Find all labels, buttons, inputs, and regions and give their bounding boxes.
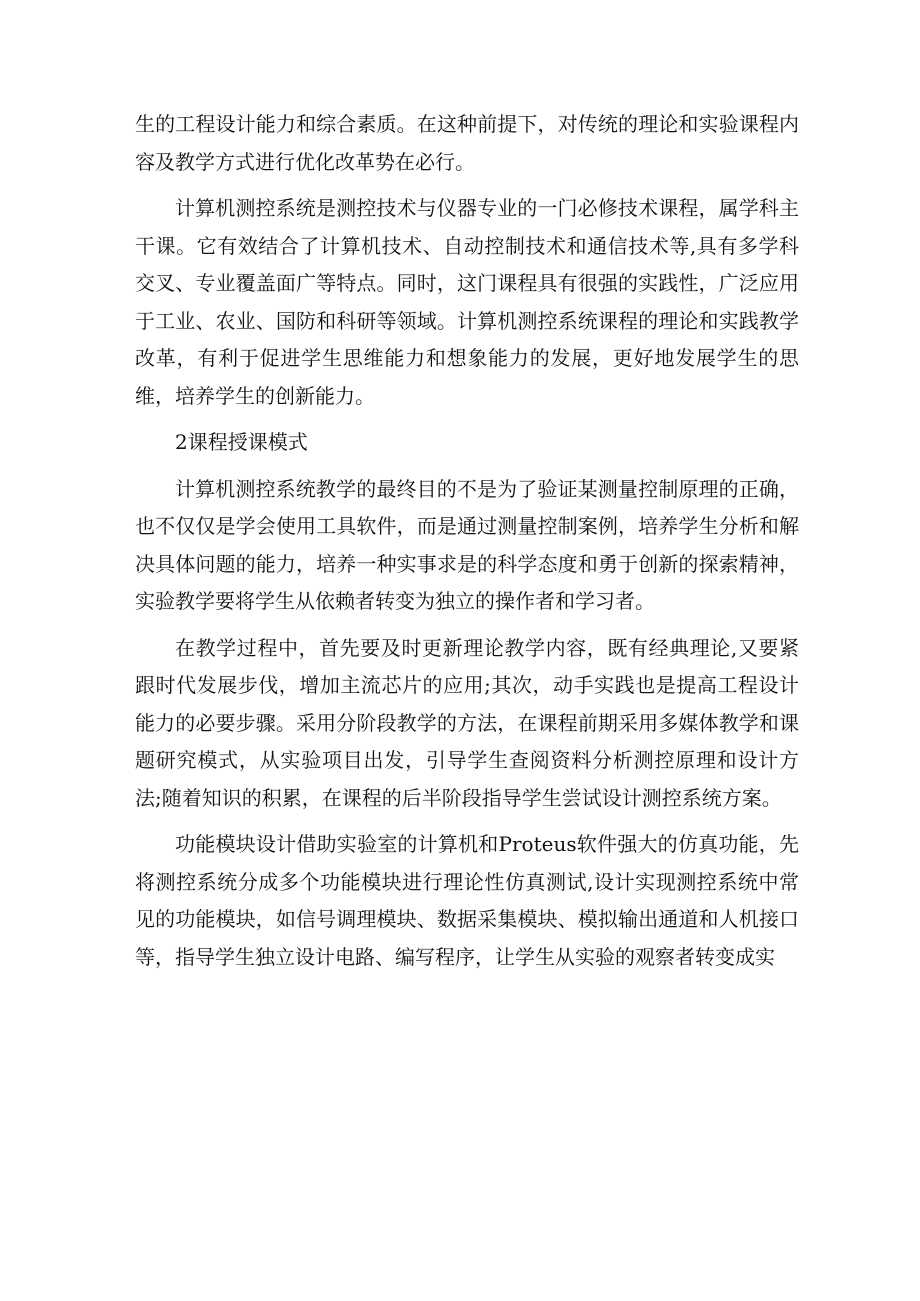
paragraph-module-design: 功能模块设计借助实验室的计算机和Proteus软件强大的仿真功能，先将测控系统分成多个功能模块进行理论性仿真测试,设计实现测控系统中常见的功能模块，如信号调理模块、数据采集模块、模拟输出通道和人机接口等，指导学生独立设计电路、编写程序，让学生从实验的观察者转变成实 xyxy=(135,832,799,969)
paragraph-teaching-goal: 计算机测控系统教学的最终目的不是为了验证某测量控制原理的正确，也不仅仅是学会使用工具软件，而是通过测量控制案例，培养学生分析和解决具体问题的能力，培养一种实事求是的科学态度和勇于创新的探索精神，实验教学要将学生从依赖者转变为独立的操作者和学习者。 xyxy=(135,476,799,613)
paragraph-continuation: 生的工程设计能力和综合素质。在这种前提下，对传统的理论和实验课程内容及教学方式进行优化改革势在必行。 xyxy=(135,112,799,174)
paragraph-course-intro: 计算机测控系统是测控技术与仪器专业的一门必修技术课程，属学科主干课。它有效结合了计算机技术、自动控制技术和通信技术等,具有多学科交叉、专业覆盖面广等特点。同时，这门课程具有很强的实践性，广泛应用于工业、农业、国防和科研等领域。计算机测控系统课程的理论和实践教学改革，有利于促进学生思维能力和想象能力的发展，更好地发展学生的思维，培养学生的创新能力。 xyxy=(135,196,799,408)
body-text xyxy=(135,106,799,985)
section-heading: 2课程授课模式 xyxy=(175,430,308,454)
paragraph-teaching-process: 在教学过程中，首先要及时更新理论教学内容，既有经典理论,又要紧跟时代发展步伐，增加主流芯片的应用;其次，动手实践也是提高工程设计能力的必要步骤。采用分阶段教学的方法，在课程前期采用多媒体教学和课题研究模式，从实验项目出发，引导学生查阅资料分析测控原理和设计方法;随着知识的积累，在课程的后半阶段指导学生尝试设计测控系统方案。 xyxy=(135,635,799,810)
